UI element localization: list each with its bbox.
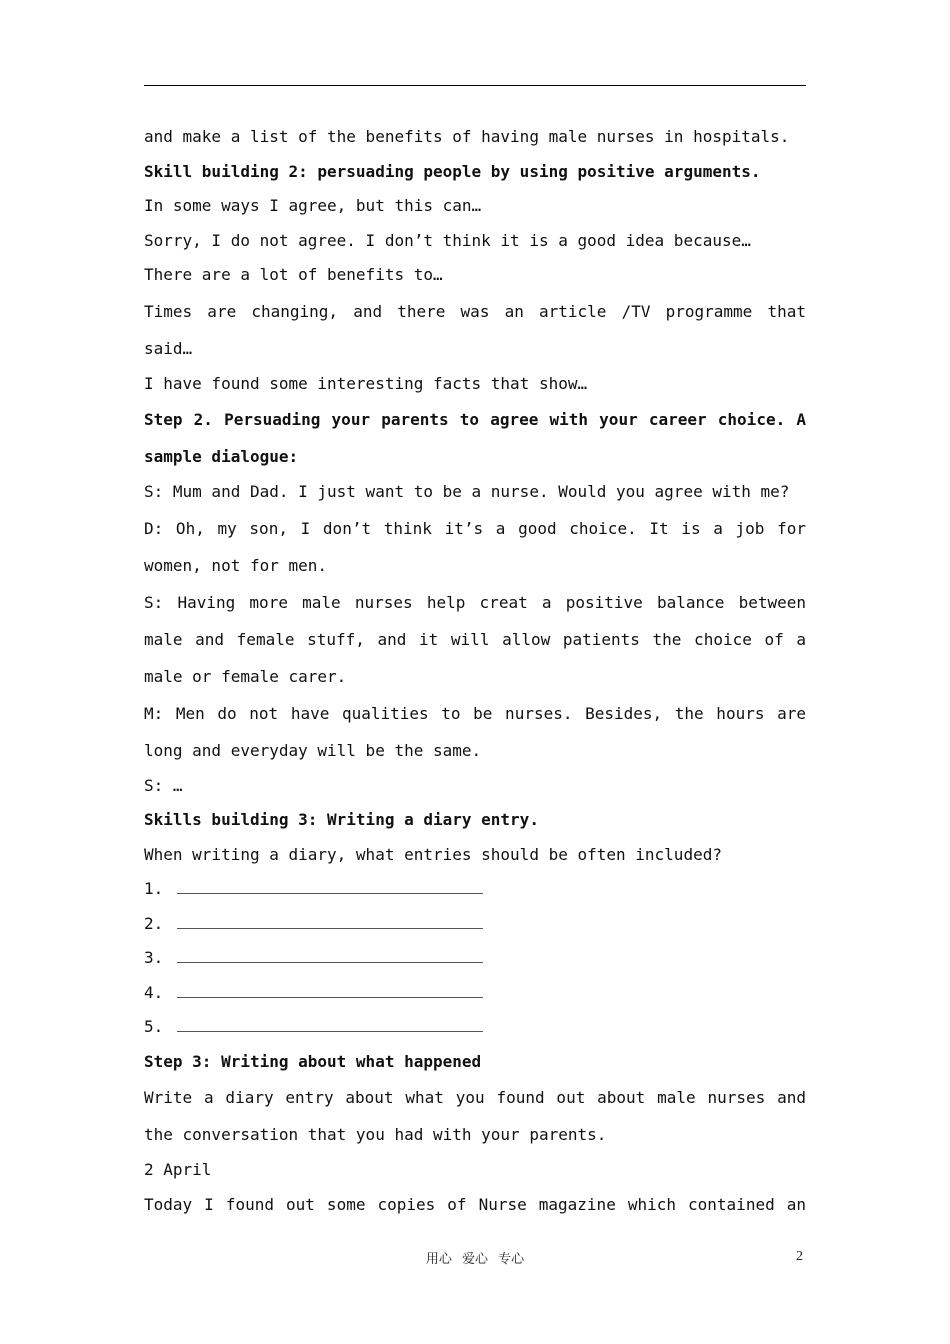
section-heading: Skills building 3: Writing a diary entry. (144, 810, 539, 829)
answer-number: 5. (144, 1017, 164, 1036)
phrase-line: In some ways I agree, but this can… (144, 196, 482, 215)
answer-row (144, 872, 806, 907)
phrase-line: There are a lot of benefits to… (144, 265, 443, 284)
phrase-line: Sorry, I do not agree. I don’t think it is a good idea because… (144, 230, 751, 250)
answer-blank[interactable] (177, 1017, 483, 1032)
answer-blank[interactable] (177, 948, 483, 963)
answer-row (144, 907, 806, 942)
phrase-line: I have found some interesting facts that show… (144, 373, 588, 393)
section-heading: Skill building 2: persuading people by using positive arguments. (144, 161, 761, 181)
phrase-paragraph: Times are changing, and there was an article /TV programme that said… (144, 301, 806, 358)
answer-row (144, 1010, 806, 1045)
diary-text-line: Today I found out some copies of Nurse magazine which contained an (144, 1194, 806, 1214)
answer-blank[interactable] (177, 879, 483, 894)
text-line: and make a list of the benefits of having male nurses in hospitals. (144, 127, 790, 146)
answer-number: 1. (144, 879, 164, 898)
answer-blank[interactable] (177, 914, 483, 929)
page-number: 2 (796, 1249, 803, 1264)
step-heading: Step 2. Persuading your parents to agree with your career choice. A sample dialogue: (144, 410, 806, 466)
dialogue-line: S: … (144, 775, 183, 795)
answer-row (144, 976, 806, 1011)
dialogue-paragraph: S: Having more male nurses help creat a positive balance between male and female stuff, and it will allow patients the choice of a male or female carer. (144, 592, 806, 686)
instruction-paragraph: Write a diary entry about what you found out about male nurses and the conversation that you had with your parents. (144, 1088, 806, 1144)
dialogue-line: S: Mum and Dad. I just want to be a nurse. Would you agree with me? (144, 482, 790, 501)
dialogue-paragraph: M: Men do not have qualities to be nurses. Besides, the hours are long and everyday will be the same. (144, 703, 806, 760)
header-rule (144, 85, 806, 86)
answer-number: 3. (144, 948, 164, 967)
step-heading: Step 3: Writing about what happened (144, 1051, 482, 1071)
answer-row (144, 941, 806, 976)
question-line: When writing a diary, what entries should be often included? (144, 844, 722, 864)
diary-date: 2 April (144, 1160, 212, 1179)
footer-motto: 用心 爱心 专心 (425, 1252, 525, 1267)
dialogue-paragraph: D: Oh, my son, I don’t think it’s a good choice. It is a job for women, not for men. (144, 518, 806, 575)
answer-number: 4. (144, 982, 164, 1002)
answer-number: 2. (144, 913, 164, 933)
answer-blank[interactable] (177, 983, 483, 998)
document-body (144, 120, 806, 1222)
